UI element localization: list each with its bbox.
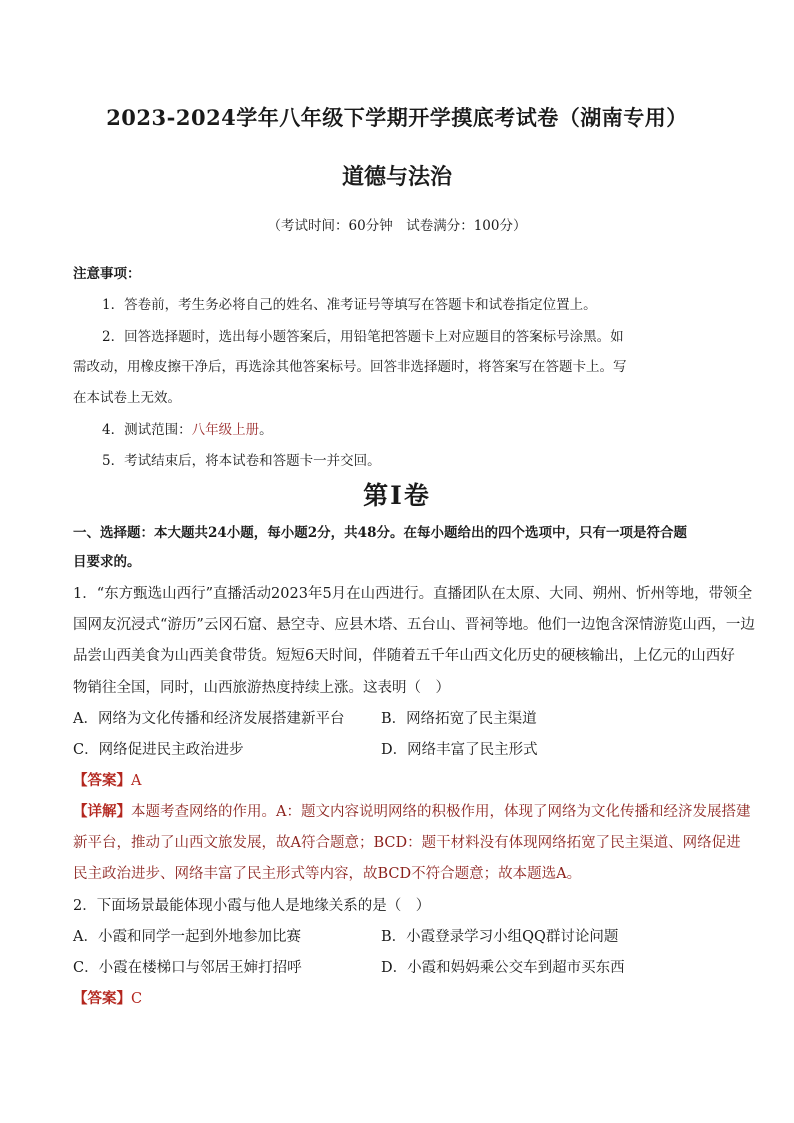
q2-stem: 2．下面场景最能体现小霞与他人是地缘关系的是（ ） (73, 898, 431, 914)
notice-item-5: 5．考试结束后，将本试卷和答题卡一并交回。 (102, 453, 381, 469)
q2-answer-label: 【答案】 (73, 990, 131, 1007)
q1-detail-label: 【详解】 (73, 803, 131, 820)
q1-detail-text-1: 本题考查网络的作用。A：题文内容说明网络的积极作用，体现了网络为文化传播和经济发展搭建 (131, 804, 751, 820)
notice-item-4-prefix: 4．测试范围： (102, 422, 192, 438)
section-1-instructions-line-2: 目要求的。 (73, 554, 141, 570)
q1-answer-value: A (131, 773, 142, 789)
section-1-instructions-line-1: 一、选择题：本大题共24小题，每小题2分，共48分。在每小题给出的四个选项中，只有一项是符合题 (73, 525, 687, 541)
q2-option-c: C．小霞在楼梯口与邻居王婶打招呼 (73, 960, 302, 976)
q1-answer-label: 【答案】 (73, 772, 131, 789)
notice-item-1: 1．答卷前，考生务必将自己的姓名、准考证号等填写在答题卡和试卷指定位置上。 (102, 297, 597, 313)
q1-stem-line-1: 1．“东方甄选山西行”直播活动2023年5月在山西进行。直播团队在太原、大同、朔州、忻州等地，带领全 (73, 586, 753, 602)
test-scope: 八年级上册 (191, 422, 260, 438)
notice-item-2-line-2: 需改动，用橡皮擦干净后，再选涂其他答案标号。回答非选择题时，将答案写在答题卡上。写 (73, 359, 627, 375)
q1-answer (73, 769, 141, 790)
q2-answer-value: C (131, 991, 143, 1007)
exam-meta: （考试时间：60分钟 试卷满分：100分） (267, 218, 527, 234)
q2-answer (73, 987, 142, 1008)
q2-option-b: B．小霞登录学习小组QQ群讨论问题 (381, 929, 619, 945)
q1-detail-line-1 (73, 800, 750, 821)
q1-stem-line-2: 国网友沉浸式“游历”云冈石窟、悬空寺、应县木塔、五台山、晋祠等地。他们一边饱含深情游览山西，一边 (73, 617, 755, 633)
notice-item-4-suffix: 。 (259, 422, 273, 438)
subject-title: 道德与法治 (341, 164, 452, 190)
volume-heading: 第Ⅰ卷 (363, 481, 431, 510)
q1-option-a: A．网络为文化传播和经济发展搭建新平台 (73, 711, 345, 727)
notice-heading: 注意事项： (73, 266, 141, 282)
q1-detail-line-2: 新平台，推动了山西文旅发展，故A符合题意；BCD：题干材料没有体现网络拓宽了民主渠道、网络促进 (73, 835, 741, 851)
notice-item-2-line-1: 2．回答选择题时，选出每小题答案后，用铅笔把答题卡上对应题目的答案标号涂黑。如 (102, 329, 624, 345)
q2-option-a: A．小霞和同学一起到外地参加比赛 (73, 929, 301, 945)
q1-option-b: B．网络拓宽了民主渠道 (381, 711, 537, 727)
q2-option-d: D．小霞和妈妈乘公交车到超市买东西 (381, 960, 625, 976)
notice-item-2-line-3: 在本试卷上无效。 (73, 390, 181, 406)
q1-stem-line-4: 物销往全国，同时，山西旅游热度持续上涨。这表明（ ） (73, 680, 450, 696)
q1-option-d: D．网络丰富了民主形式 (381, 742, 538, 758)
q1-detail-line-3: 民主政治进步、网络丰富了民主形式等内容，故BCD不符合题意；故本题选A。 (73, 866, 582, 882)
notice-item-4 (102, 418, 273, 438)
q1-stem-line-3: 品尝山西美食为山西美食带货。短短6天时间，伴随着五千年山西文化历史的硬核输出，上亿元的山西好 (73, 648, 735, 664)
q1-option-c: C．网络促进民主政治进步 (73, 742, 244, 758)
exam-title: 2023-2024学年八年级下学期开学摸底考试卷（湖南专用） (106, 105, 688, 130)
